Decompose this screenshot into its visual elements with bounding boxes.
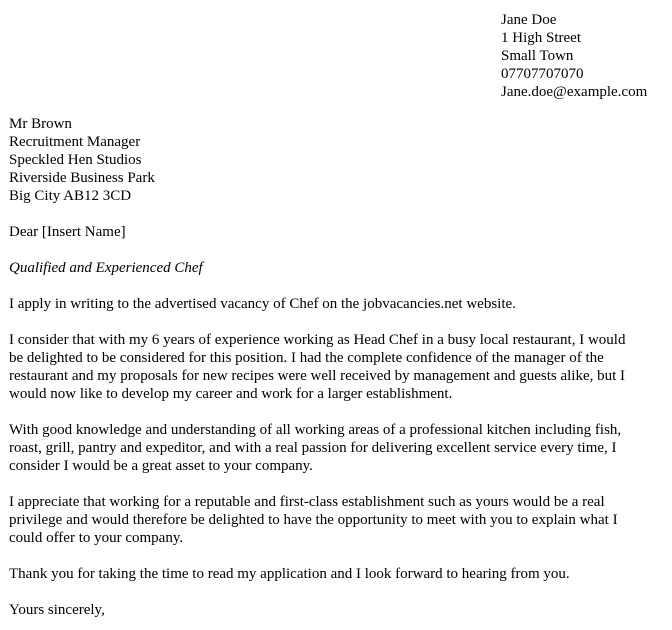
sender-name: Jane Doe <box>501 12 557 28</box>
paragraph-line: consider I would be a great asset to your company. <box>9 458 313 474</box>
paragraph-skills <box>9 421 669 475</box>
sender-street: 1 High Street <box>501 30 581 46</box>
subject-line: Qualified and Experienced Chef <box>9 260 203 276</box>
recipient-address-block <box>9 115 155 205</box>
recipient-name: Mr Brown <box>9 116 72 132</box>
recipient-title: Recruitment Manager <box>9 134 141 150</box>
paragraph-line: I apply in writing to the advertised vacancy of Chef on the jobvacancies.net website. <box>9 296 516 312</box>
sender-email: Jane.doe@example.com <box>501 84 648 100</box>
sender-address-block <box>501 11 647 101</box>
paragraph-closing <box>9 565 669 583</box>
paragraph-line: Thank you for taking the time to read my application and I look forward to hearing from you. <box>9 566 570 582</box>
paragraph-line: I appreciate that working for a reputable and first-class establishment such as yours would be a real <box>9 494 605 510</box>
paragraph-line: could offer to your company. <box>9 530 184 546</box>
recipient-company: Speckled Hen Studios <box>9 152 142 168</box>
paragraph-line: roast, grill, pantry and expeditor, and with a real passion for delivering excellent service every time, I <box>9 440 617 456</box>
paragraph-experience <box>9 331 669 403</box>
paragraph-line: I consider that with my 6 years of experience working as Head Chef in a busy local restaurant, I would <box>9 332 626 348</box>
paragraph-line: restaurant and my proposals for new recipes were well received by management and guests alike, but I <box>9 368 626 384</box>
signoff: Yours sincerely, <box>9 602 105 618</box>
recipient-park: Riverside Business Park <box>9 170 155 186</box>
paragraph-line: privilege and would therefore be delighted to have the opportunity to meet with you to explain what I <box>9 512 618 528</box>
recipient-city: Big City AB12 3CD <box>9 188 132 204</box>
sender-town: Small Town <box>501 48 574 64</box>
paragraph-line: would now like to develop my career and work for a larger establishment. <box>9 386 453 402</box>
paragraph-motivation <box>9 493 669 547</box>
salutation: Dear [Insert Name] <box>9 224 126 240</box>
paragraph-line: be delighted to be considered for this position. I had the complete confidence of the manager of the <box>9 350 604 366</box>
paragraph-intro <box>9 295 669 313</box>
sender-phone: 07707707070 <box>501 66 584 82</box>
paragraph-line: With good knowledge and understanding of all working areas of a professional kitchen including fish, <box>9 422 622 438</box>
